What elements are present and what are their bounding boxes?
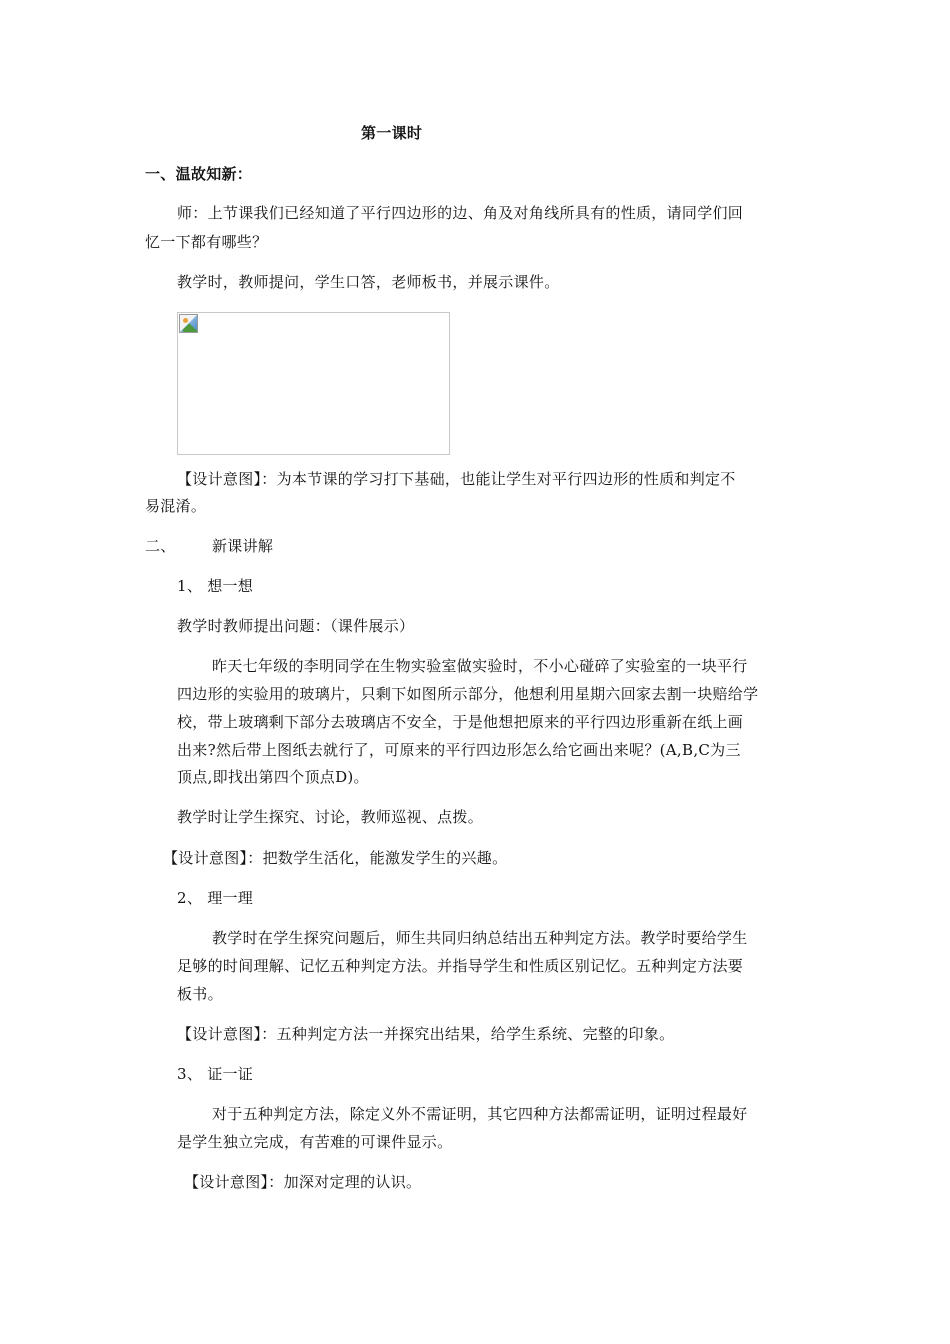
broken-image-icon: [179, 314, 198, 333]
page-title: 第一课时: [361, 124, 423, 142]
subsection-title: 1、 想一想: [177, 577, 254, 595]
image-placeholder: [177, 312, 450, 455]
design-intent-line: 【设计意图】：把数学生活化，能激发学生的兴趣。: [163, 849, 508, 867]
paragraph-line: 教学时教师提出问题：（课件展示）: [177, 617, 415, 635]
paragraph-line: 对于五种判定方法，除定义外不需证明，其它四种方法都需证明，证明过程最好: [212, 1105, 748, 1123]
paragraph-line: 板书。: [177, 985, 223, 1003]
design-intent-line: 易混淆。: [145, 497, 207, 515]
paragraph-line: 足够的时间理解、记忆五种判定方法。并指导学生和性质区别记忆。五种判定方法要: [177, 957, 744, 975]
subsection-title: 2、 理一理: [177, 889, 254, 907]
section-2-heading: 新课讲解: [212, 537, 274, 555]
subsection-title: 3、 证一证: [177, 1065, 254, 1083]
design-intent-line: 【设计意图】：五种判定方法一并探究出结果，给学生系统、完整的印象。: [177, 1025, 675, 1043]
design-intent-line: 【设计意图】：为本节课的学习打下基础，也能让学生对平行四边形的性质和判定不: [177, 470, 736, 488]
paragraph-line: 是学生独立完成，有苦难的可课件显示。: [177, 1133, 453, 1151]
paragraph-line: 师：上节课我们已经知道了平行四边形的边、角及对角线所具有的性质，请同学们回: [177, 204, 744, 222]
design-intent-line: 【设计意图】：加深对定理的认识。: [184, 1173, 422, 1191]
section-1-heading: 一、温故知新：: [145, 165, 253, 183]
paragraph-line: 教学时在学生探究问题后，师生共同归纳总结出五种判定方法。教学时要给学生: [212, 929, 748, 947]
paragraph-line: 校，带上玻璃剩下部分去玻璃店不安全，于是他想把原来的平行四边形重新在纸上画: [177, 713, 744, 731]
paragraph-line: 教学时，教师提问，学生口答，老师板书，并展示课件。: [177, 273, 560, 291]
section-2-number: 二、: [145, 537, 176, 555]
paragraph-line: 出来?然后带上图纸去就行了，可原来的平行四边形怎么给它画出来呢？(A,B,C为三: [177, 741, 741, 759]
paragraph-line: 教学时让学生探究、讨论，教师巡视、点拨。: [177, 808, 484, 826]
paragraph-line: 昨天七年级的李明同学在生物实验室做实验时，不小心碰碎了实验室的一块平行: [212, 657, 748, 675]
paragraph-line: 四边形的实验用的玻璃片，只剩下如图所示部分，他想利用星期六回家去割一块赔给学: [177, 685, 759, 703]
paragraph-line: 顶点,即找出第四个顶点D)。: [177, 768, 369, 786]
paragraph-line: 忆一下都有哪些？: [145, 233, 268, 251]
